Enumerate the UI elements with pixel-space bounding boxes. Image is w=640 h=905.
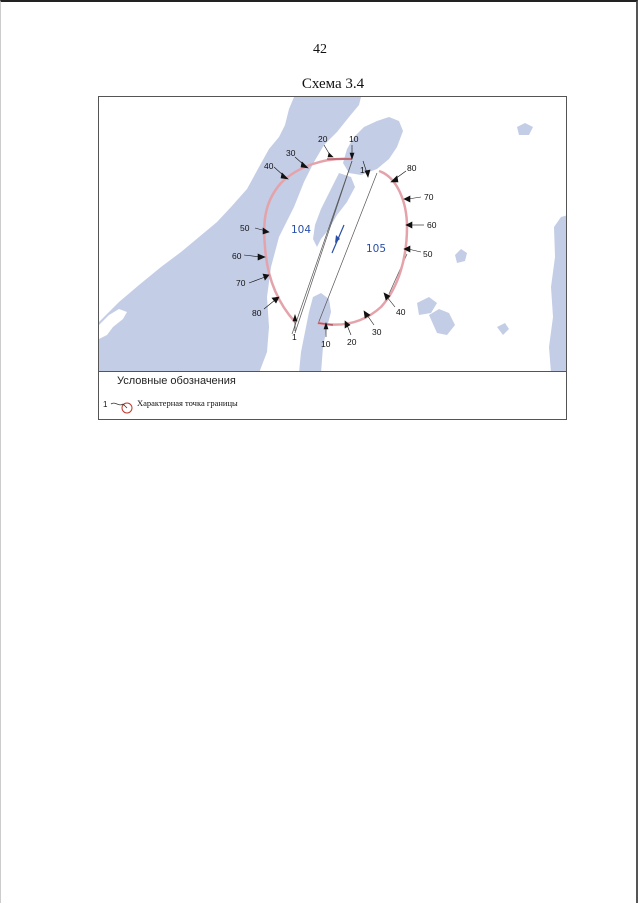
point-label: 20 [347, 337, 357, 347]
point-label: 80 [252, 308, 262, 318]
boundary-point-icon [109, 399, 135, 415]
triangle-arrow-icon [365, 170, 370, 177]
pond-2 [517, 123, 533, 135]
point-label: 40 [264, 161, 274, 171]
point-label: 80 [407, 163, 417, 173]
map-panel [98, 96, 567, 372]
strait-arm [313, 173, 355, 247]
triangle-arrow-icon [293, 315, 297, 321]
point-label: 50 [423, 249, 433, 259]
point-label: 30 [286, 148, 296, 158]
point-label: 50 [240, 223, 250, 233]
legend-point-number: 1 [103, 400, 108, 409]
scheme-title: Схема 3.4 [301, 76, 365, 92]
triangle-arrow-icon [387, 297, 395, 307]
point-label: 70 [236, 278, 246, 288]
point-label: 20 [318, 134, 328, 144]
legend-title: Условные обозначения [117, 375, 236, 387]
map-canvas [99, 97, 567, 372]
point-label: 1 [360, 165, 365, 175]
point-label: 60 [427, 220, 437, 230]
point-label: 60 [232, 251, 242, 261]
point-label: 70 [424, 192, 434, 202]
point-label: 10 [321, 339, 331, 349]
needle-icon [332, 225, 344, 253]
zone-label-right: 105 [366, 243, 387, 255]
zone-label-left: 104 [291, 224, 312, 236]
triangle-arrow-icon [404, 196, 410, 202]
lake-right-edge [549, 215, 567, 372]
lake-bottom-right [429, 309, 455, 335]
point-label: 1 [292, 332, 297, 342]
water-bodies [99, 97, 567, 372]
pond-3 [497, 323, 509, 335]
triangle-arrow-icon [328, 153, 333, 157]
page-number: 42 [313, 42, 327, 57]
triangle-arrow-icon [272, 297, 279, 303]
legend-panel [98, 371, 567, 420]
point-label: 30 [372, 327, 382, 337]
point-label: 10 [349, 134, 359, 144]
legend-point-description: Характерная точка границы [137, 398, 238, 408]
point-label: 40 [396, 307, 406, 317]
pond-1 [455, 249, 467, 263]
